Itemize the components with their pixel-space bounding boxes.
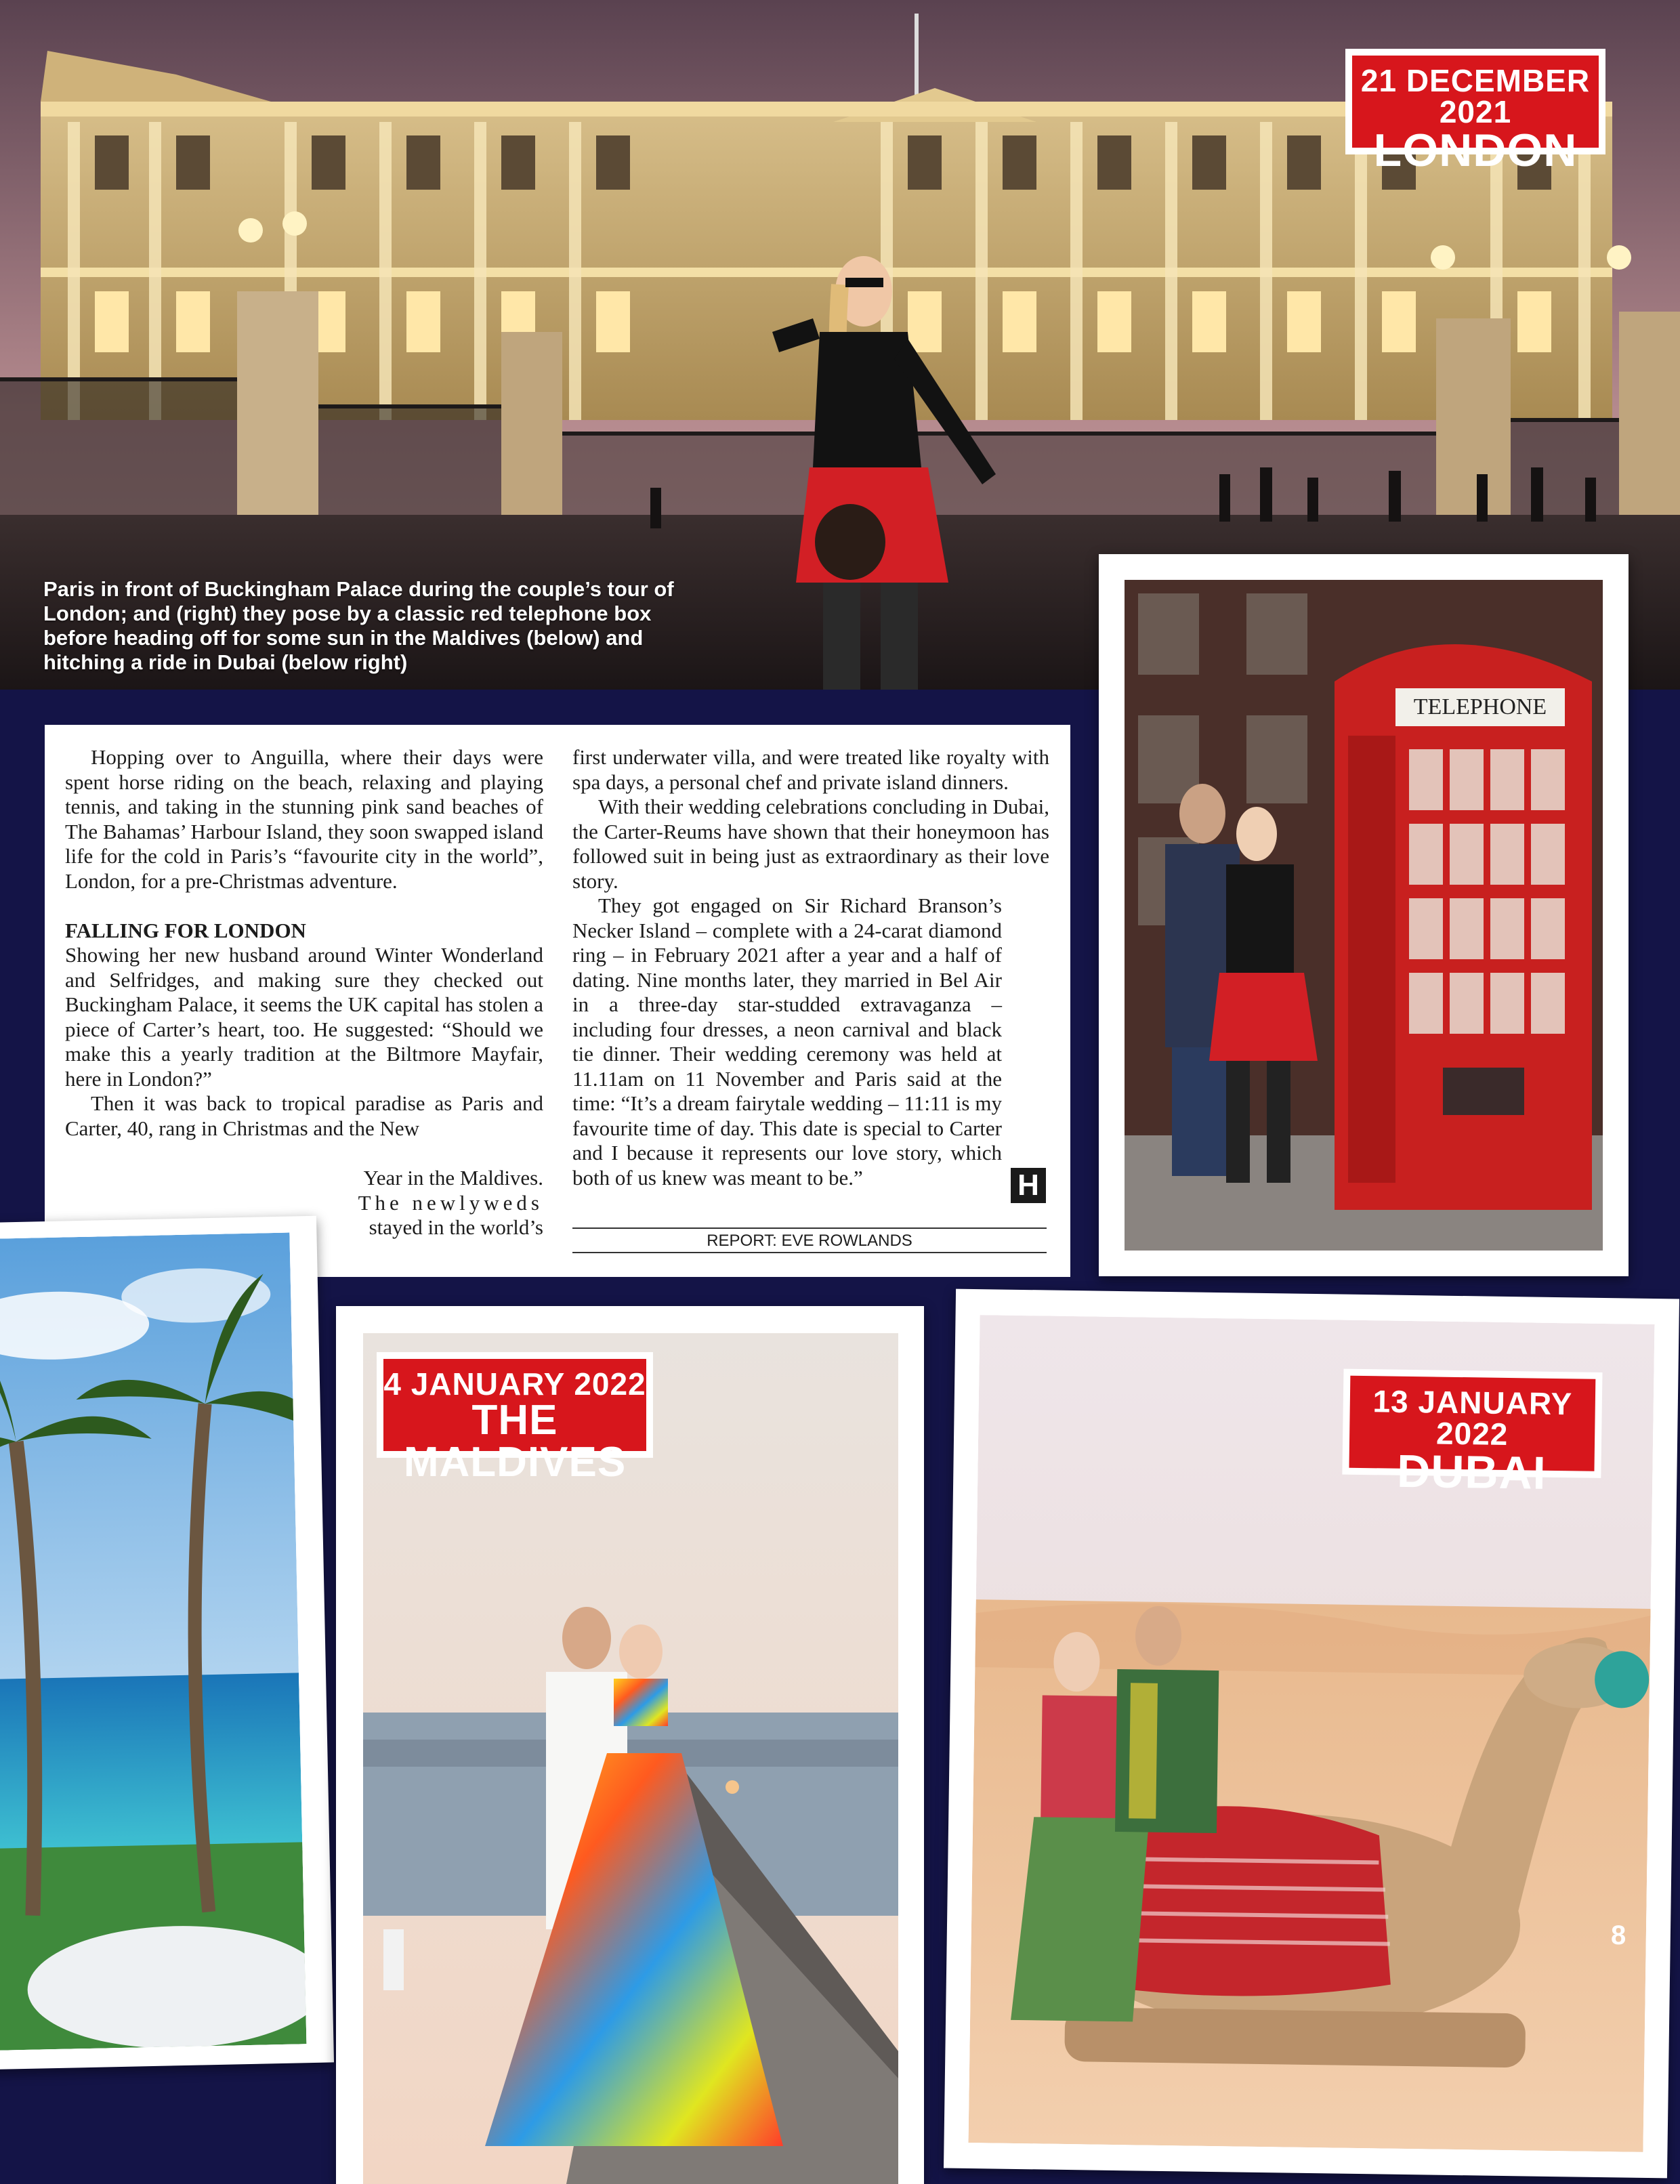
article-paragraph: Hopping over to Anguilla, where their days were spent horse riding on the beach, relaxing and playing tennis, and taking in the stunning pink sand beaches of The Bahamas’ Harbour Island, they soon swapped island life for the cold in Paris’s “favourite city in the world”, London, for a pre-Christmas adventure. <box>65 745 543 893</box>
hero-caption: Paris in front of Buckingham Palace during the couple’s tour of London; and (right) they pose by a classic red telephone box before heading off for some sun in the Maldives (below) and hitching a ride in Dubai (below right) <box>43 577 674 674</box>
place-dubai: DUBAI <box>1396 1445 1547 1499</box>
page-number: 8 <box>1611 1920 1626 1950</box>
date-plate-dubai-inner <box>1349 1376 1595 1499</box>
palm-beach-photo <box>0 1233 306 2051</box>
date-plate-maldives-inner <box>383 1359 646 1486</box>
article-line: stayed in the world’s <box>369 1215 543 1239</box>
subhead: FALLING FOR LONDON <box>65 918 306 942</box>
telephone-box-scene <box>1125 580 1603 1251</box>
end-mark-badge: H <box>1011 1168 1046 1203</box>
date-plate-london-inner <box>1352 56 1599 176</box>
maldives-photo-frame <box>336 1306 924 2184</box>
article-paragraph: With their wedding celebrations concluding in Dubai, the Carter-Reums have shown that their honeymoon has followed suit in being just as extraordinary as their love story. <box>572 795 1049 893</box>
date-dubai: 13 JANUARY 2022 <box>1372 1383 1573 1452</box>
article-column-1 <box>65 745 543 1141</box>
article-paragraph: Showing her new husband around Winter Wonderland and Selfridges, and making sure they checked out Buckingham Palace, it seems the UK capital has stolen a piece of Carter’s heart, too. He suggested: “Should we make this a yearly tradition at the Biltmore Mayfair, here in London?” <box>65 943 543 1091</box>
article-paragraph: first underwater villa, and were treated like royalty with spa days, a personal chef and private island dinners. <box>572 745 1049 794</box>
phone-box-photo <box>1125 580 1603 1251</box>
article-panel <box>45 725 1070 1277</box>
date-plate-maldives <box>377 1352 653 1486</box>
dubai-photo-frame <box>944 1289 1679 2179</box>
date-plate-dubai <box>1342 1369 1602 1499</box>
place-london: LONDON <box>1373 125 1578 176</box>
date-maldives: 4 JANUARY 2022 <box>383 1366 646 1402</box>
red-telephone-box <box>1335 644 1592 1210</box>
phone-box-photo-frame <box>1099 554 1629 1276</box>
article-column-1-wrap <box>340 1166 543 1240</box>
place-maldives: THE MALDIVES <box>403 1397 627 1486</box>
article-paragraph: They got engaged on Sir Richard Branson’s Necker Island – complete with a 24-carat diamond ring – in February 2021 after a year and a half of dating. Nine months later, they married in Bel Air in a three-day star-studded extravaganza – including four dresses, a neon carnival and black tie dinner. Their wedding ceremony was held at 11.11am on 11 November and Paris said at the time: “It’s a dream fairytale wedding – 11:11 is my favourite time of day. This date is special to Carter and I because it represents our love story, which both of us knew was meant to be.” <box>572 894 1002 1190</box>
article-paragraph: Then it was back to tropical paradise as Paris and Carter, 40, rang in Christmas and the New <box>65 1091 543 1140</box>
article-line: Year in the Maldives. <box>363 1166 543 1190</box>
telephone-sign: TELEPHONE <box>1413 694 1547 719</box>
article-line: The newlyweds <box>358 1190 543 1215</box>
article-column-2 <box>572 745 1049 1190</box>
palm-beach-scene <box>0 1233 306 2051</box>
report-credit: REPORT: EVE ROWLANDS <box>572 1227 1047 1251</box>
date-plate-london <box>1345 49 1605 176</box>
date-london: 21 DECEMBER 2021 <box>1360 63 1591 129</box>
palm-beach-photo-frame <box>0 1216 334 2070</box>
report-rule <box>572 1252 1047 1253</box>
